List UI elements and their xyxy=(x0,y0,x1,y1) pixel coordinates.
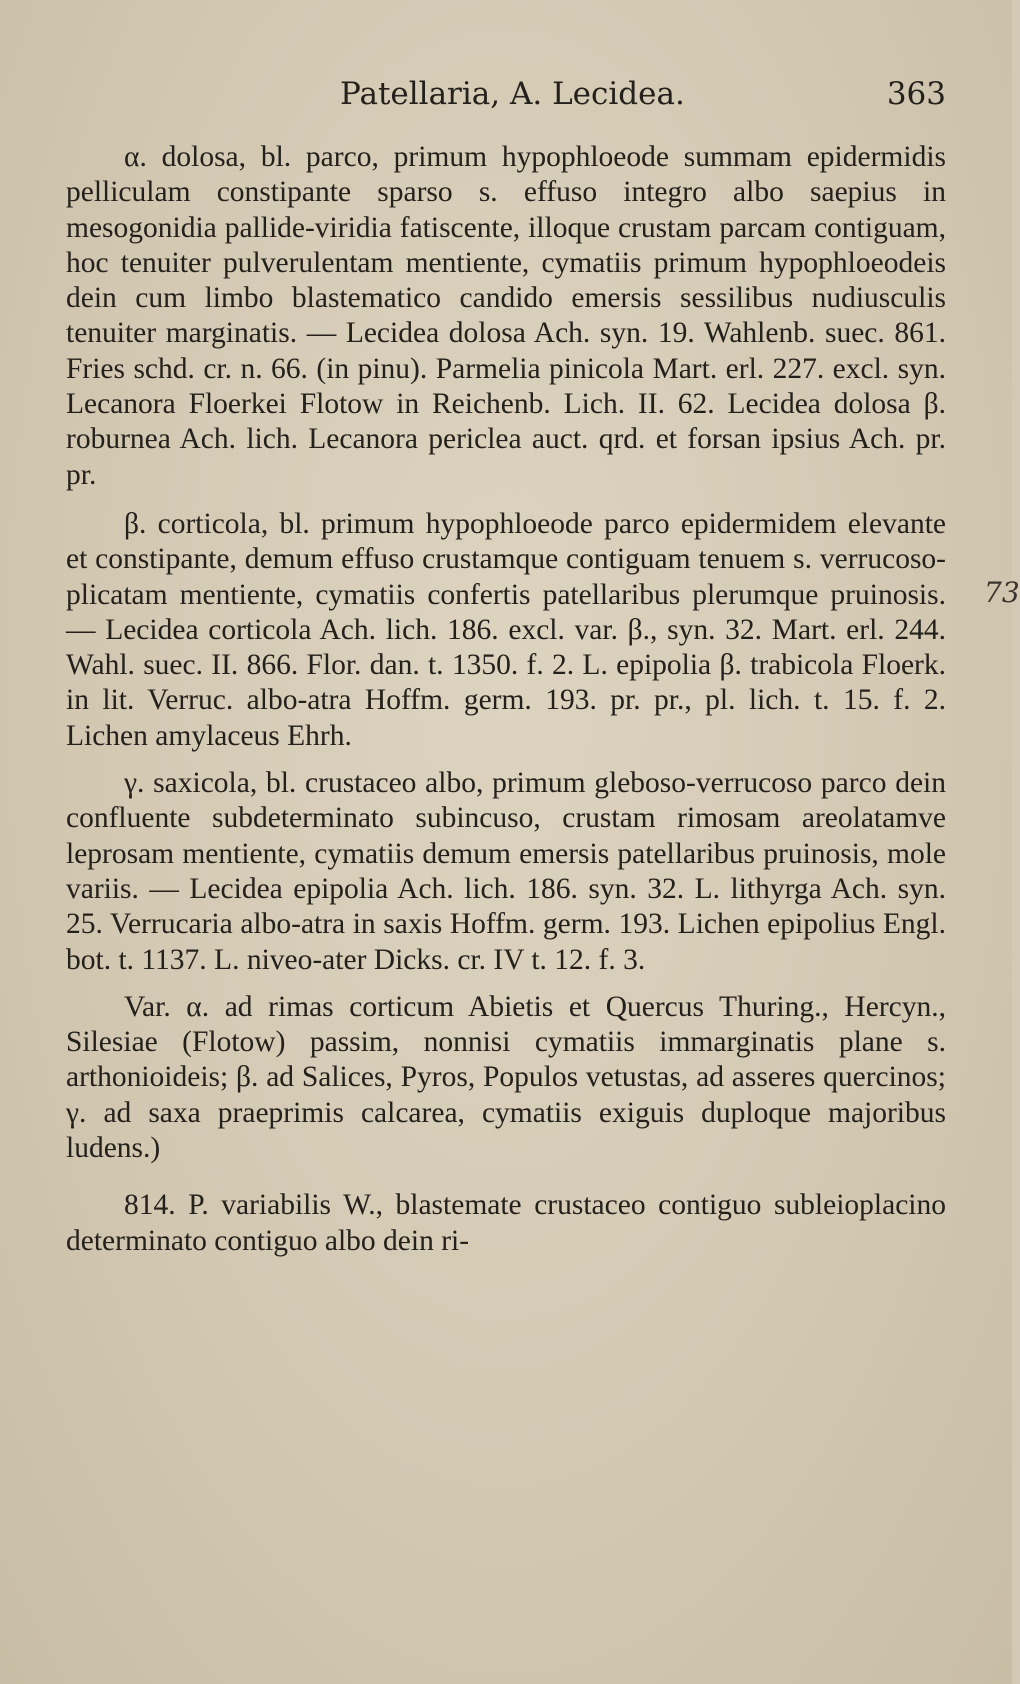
page-number: 363 xyxy=(886,76,946,112)
paragraph-alpha-dolosa: α. dolosa, bl. parco, primum hypophloeode summam epidermidis pelliculam constipante sparso s. effuso integro albo saepius in mesogonidia pallide-viridia fatiscente, illoque crustam parcam contiguam, hoc tenuiter pulverulentam mentiente, cymatiis primum hypophloeodeis dein cum limbo blastematico candido emersis sessilibus nudiusculis tenuiter marginatis. — Lecidea dolosa Ach. syn. 19. Wahlenb. suec. 861. Fries schd. cr. n. 66. (in pinu). Parmelia pinicola Mart. erl. 227. excl. syn. Lecanora Floerkei Flotow in Reichenb. Lich. II. 62. Lecidea dolosa β. roburnea Ach. lich. Lecanora pericleа auct. qrd. et forsan ipsius Ach. pr. pr. xyxy=(66,141,946,491)
paragraph-beta-corticola: β. corticola, bl. primum hypophloeode parco epidermidem elevante et constipante, demum effuso crustamque contiguam tenuem s. verrucoso-plicatam mentiente, cymatiis confertis patellaribus plerumque pruinosis. — Lecidea corticola Ach. lich. 186. excl. var. β., syn. 32. Mart. erl. 244. Wahl. suec. II. 866. Flor. dan. t. 1350. f. 2. L. epipolia β. trabicola Floerk. in lit. Verruc. albo-atra Hoffm. germ. 193. pr. pr., pl. lich. t. 15. f. 2. Lichen amylaceus Ehrh. xyxy=(66,507,946,752)
paragraph-814-variabilis: 814. P. variabilis W., blastemate crustaceo contiguo subleioplacino determinato contiguo albo dein ri- xyxy=(66,1189,946,1257)
paragraph-gamma-saxicola: γ. saxicola, bl. crustaceo albo, primum gleboso-verrucoso parco dein confluente subdeterminato subincuso, crustam rimosam areolatamve leprosam mentiente, cymatiis demum emersis patellaribus pruinosis, mole variis. — Lecidea epipolia Ach. lich. 186. syn. 32. L. lithyrga Ach. syn. 25. Verrucaria albo-atra in saxis Hoffm. germ. 193. Lichen epipolius Engl. bot. t. 1137. L. niveo-ater Dicks. cr. IV t. 12. f. 3. xyxy=(66,767,946,976)
paragraph-varieties: Var. α. ad rimas corticum Abietis et Quercus Thuring., Hercyn., Silesiae (Flotow) passim, nonnisi cymatiis immarginatis plane s. arthonioideis; β. ad Salices, Pyros, Populos vetustas, ad asseres quercinos; γ. ad saxa praeprimis calcarea, cymatiis exiguis duploque majoribus ludens.) xyxy=(66,990,946,1165)
margin-annotation: 73 xyxy=(984,576,1020,609)
running-title: Patellaria, A. Lecidea. xyxy=(340,76,685,112)
page-header xyxy=(0,72,1012,122)
page-body xyxy=(66,140,946,1259)
